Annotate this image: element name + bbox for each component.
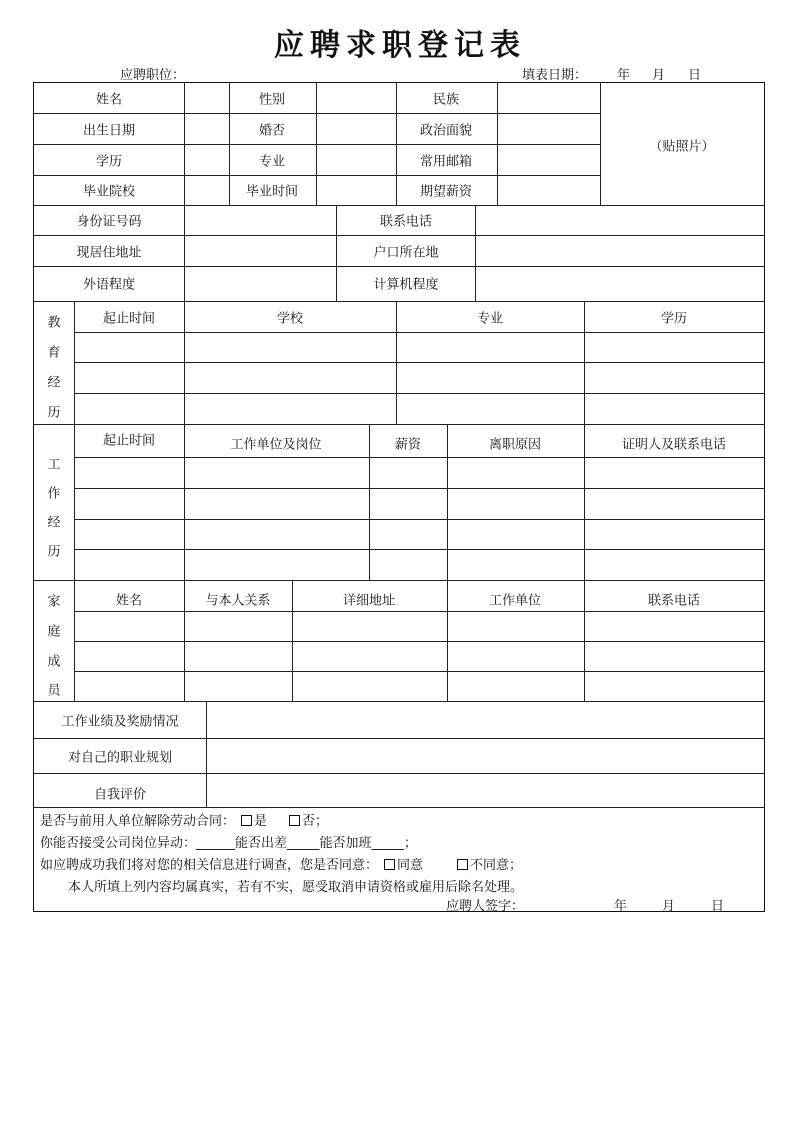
family-header-phone: 联系电话 bbox=[647, 593, 701, 609]
label-hukou: 户口所在地 bbox=[373, 245, 439, 261]
label-phone: 联系电话 bbox=[379, 214, 433, 230]
form-table bbox=[33, 82, 765, 912]
label-gender: 性别 bbox=[258, 92, 286, 108]
family-header-employer: 工作单位 bbox=[488, 593, 542, 609]
label-ethnicity: 民族 bbox=[432, 92, 460, 108]
work-header-salary: 薪资 bbox=[394, 437, 422, 453]
edu-side-char: 历 bbox=[47, 405, 61, 421]
work-side-char: 作 bbox=[47, 486, 61, 502]
label-address: 现居住地址 bbox=[76, 245, 142, 261]
position-label: 应聘职位： bbox=[120, 68, 186, 83]
label-email: 常用邮箱 bbox=[419, 154, 473, 170]
work-header-company: 工作单位及岗位 bbox=[230, 437, 322, 453]
declaration: 本人所填上列内容均属真实，若有不实，愿受取消申请资格或雇用后除名处理。 bbox=[68, 880, 524, 895]
family-side-char: 成 bbox=[47, 654, 61, 670]
edu-side-char: 经 bbox=[47, 375, 61, 391]
question-transfer: 你能否接受公司岗位异动：______能否出差_____能否加班_____； bbox=[40, 836, 418, 851]
work-side-char: 经 bbox=[47, 515, 61, 531]
checkbox-contract-yes[interactable] bbox=[241, 815, 252, 826]
edu-header-period: 起止时间 bbox=[102, 311, 156, 327]
label-birth-date: 出生日期 bbox=[82, 123, 136, 139]
checkbox-contract-no[interactable] bbox=[289, 815, 300, 826]
fill-date-year: 年 bbox=[617, 68, 631, 83]
signature-day: 日 bbox=[711, 899, 725, 914]
label-grad-time: 毕业时间 bbox=[245, 184, 299, 200]
checkbox-agree[interactable] bbox=[384, 859, 395, 870]
label-id-number: 身份证号码 bbox=[76, 214, 142, 230]
label-career-plan: 对自己的职业规划 bbox=[67, 750, 173, 766]
fill-date-month: 月 bbox=[652, 68, 666, 83]
fill-date-day: 日 bbox=[688, 68, 702, 83]
label-major: 专业 bbox=[258, 154, 286, 170]
family-header-name: 姓名 bbox=[115, 593, 143, 609]
label-computer: 计算机程度 bbox=[373, 277, 439, 293]
label-language: 外语程度 bbox=[82, 277, 136, 293]
label-school: 毕业院校 bbox=[82, 184, 136, 200]
question-contract: 是否与前用人单位解除劳动合同： 是 否； bbox=[40, 814, 329, 829]
question-investigation: 如应聘成功我们将对您的相关信息进行调查，您是否同意： 同意 不同意； bbox=[40, 858, 523, 873]
label-name: 姓名 bbox=[95, 92, 123, 108]
label-achievements: 工作业绩及奖励情况 bbox=[61, 714, 179, 730]
family-header-relation: 与本人关系 bbox=[205, 593, 271, 609]
work-side-char: 历 bbox=[47, 544, 61, 560]
work-header-period: 起止时间 bbox=[102, 433, 156, 449]
label-marital: 婚否 bbox=[258, 123, 286, 139]
work-header-reason: 离职原因 bbox=[488, 437, 542, 453]
label-education: 学历 bbox=[95, 154, 123, 170]
family-side-char: 员 bbox=[47, 683, 61, 699]
edu-side-char: 教 bbox=[47, 315, 61, 331]
edu-side-char: 育 bbox=[47, 345, 61, 361]
label-self-eval: 自我评价 bbox=[93, 787, 147, 803]
family-side-char: 庭 bbox=[47, 624, 61, 640]
work-side-char: 工 bbox=[47, 457, 61, 473]
signature-month: 月 bbox=[662, 899, 676, 914]
edu-header-degree: 学历 bbox=[660, 311, 688, 327]
family-header-address: 详细地址 bbox=[342, 593, 396, 609]
family-side-char: 家 bbox=[47, 594, 61, 610]
edu-header-school: 学校 bbox=[276, 311, 304, 327]
checkbox-disagree[interactable] bbox=[457, 859, 468, 870]
photo-placeholder[interactable]: （贴照片） bbox=[649, 139, 715, 155]
fill-date-label: 填表日期： bbox=[522, 68, 588, 83]
work-header-reference: 证明人及联系电话 bbox=[621, 437, 727, 453]
label-salary: 期望薪资 bbox=[419, 184, 473, 200]
edu-header-major: 专业 bbox=[476, 311, 504, 327]
signature-label: 应聘人签字： bbox=[446, 899, 525, 914]
label-political: 政治面貌 bbox=[419, 123, 473, 139]
form-title: 应聘求职登记表 bbox=[274, 28, 526, 63]
signature-year: 年 bbox=[614, 899, 628, 914]
